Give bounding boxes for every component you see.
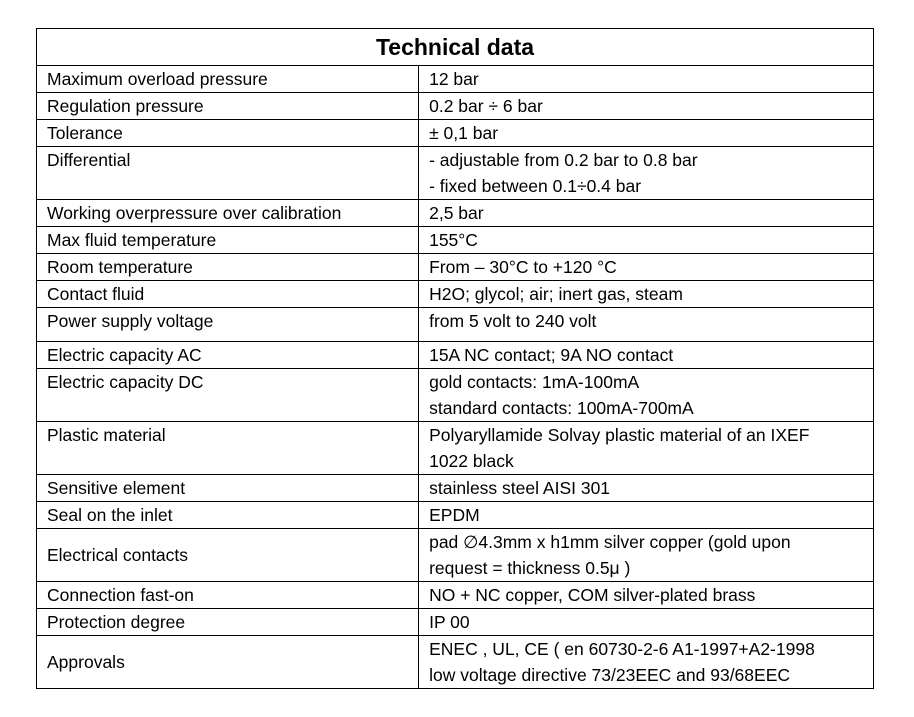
row-value-line: 15A NC contact; 9A NO contact <box>429 345 674 365</box>
row-value-line: pad ∅4.3mm x h1mm silver copper (gold upon <box>429 532 791 552</box>
row-value <box>419 66 874 93</box>
row-value-line: 0.2 bar ÷ 6 bar <box>429 96 543 116</box>
table-row <box>37 502 874 529</box>
row-label: Differential <box>37 147 419 200</box>
table-row <box>37 281 874 308</box>
table-row <box>37 147 874 200</box>
row-value-line: H2O; glycol; air; inert gas, steam <box>429 284 683 304</box>
row-value <box>419 308 874 342</box>
row-value <box>419 281 874 308</box>
row-label: Power supply voltage <box>37 308 419 342</box>
table-row <box>37 422 874 475</box>
table-row <box>37 609 874 636</box>
row-value-line: IP 00 <box>429 612 470 632</box>
table-row <box>37 475 874 502</box>
row-value-line: low voltage directive 73/23EEC and 93/68EEC <box>429 665 791 685</box>
row-value <box>419 609 874 636</box>
table-row <box>37 308 874 342</box>
table-row <box>37 529 874 582</box>
row-value <box>419 342 874 369</box>
row-value <box>419 120 874 147</box>
row-label: Electric capacity DC <box>37 369 419 422</box>
row-value-line: from 5 volt to 240 volt <box>429 311 597 331</box>
row-label: Maximum overload pressure <box>37 66 419 93</box>
row-value-line: standard contacts: 100mA-700mA <box>429 398 694 418</box>
row-value-line: ± 0,1 bar <box>429 123 499 143</box>
row-value-line: request = thickness 0.5μ ) <box>429 558 631 578</box>
row-value <box>419 422 874 475</box>
row-value <box>419 369 874 422</box>
row-label: Working overpressure over calibration <box>37 200 419 227</box>
row-value-line: From – 30°C to +120 °C <box>429 257 617 277</box>
row-value <box>419 227 874 254</box>
row-label: Electrical contacts <box>37 529 419 582</box>
row-label: Max fluid temperature <box>37 227 419 254</box>
row-value <box>419 147 874 200</box>
row-value <box>419 254 874 281</box>
table-row <box>37 342 874 369</box>
row-value <box>419 502 874 529</box>
row-value-line: 12 bar <box>429 69 479 89</box>
row-label: Electric capacity AC <box>37 342 419 369</box>
table-row <box>37 582 874 609</box>
row-label: Plastic material <box>37 422 419 475</box>
table-row <box>37 636 874 689</box>
row-label: Tolerance <box>37 120 419 147</box>
table-row <box>37 369 874 422</box>
table-row <box>37 120 874 147</box>
row-value <box>419 475 874 502</box>
row-label: Seal on the inlet <box>37 502 419 529</box>
row-value-line: - fixed between 0.1÷0.4 bar <box>429 176 642 196</box>
row-value <box>419 636 874 689</box>
table-row <box>37 200 874 227</box>
row-label: Room temperature <box>37 254 419 281</box>
row-label: Contact fluid <box>37 281 419 308</box>
row-value <box>419 582 874 609</box>
table-row <box>37 93 874 120</box>
row-value-line: NO + NC copper, COM silver-plated brass <box>429 585 756 605</box>
table-title-row <box>37 29 874 66</box>
table-row <box>37 227 874 254</box>
row-label: Protection degree <box>37 609 419 636</box>
row-label: Connection fast-on <box>37 582 419 609</box>
row-label: Sensitive element <box>37 475 419 502</box>
technical-data-table <box>36 28 874 689</box>
row-value-line: 155°C <box>429 230 478 250</box>
table-title: Technical data <box>37 29 874 66</box>
row-value-line: 1022 black <box>429 451 514 471</box>
row-value-line: EPDM <box>429 505 480 525</box>
table-row <box>37 66 874 93</box>
row-value <box>419 200 874 227</box>
row-value <box>419 529 874 582</box>
table-row <box>37 254 874 281</box>
row-value-line: gold contacts: 1mA-100mA <box>429 372 640 392</box>
row-value-line: ENEC , UL, CE ( en 60730-2-6 A1-1997+A2-1998 <box>429 639 815 659</box>
row-value-line: 2,5 bar <box>429 203 484 223</box>
row-label: Regulation pressure <box>37 93 419 120</box>
row-value <box>419 93 874 120</box>
row-value-line: - adjustable from 0.2 bar to 0.8 bar <box>429 150 698 170</box>
row-value-line: Polyaryllamide Solvay plastic material of an IXEF <box>429 425 810 445</box>
row-value-line: stainless steel AISI 301 <box>429 478 611 498</box>
row-label: Approvals <box>37 636 419 689</box>
